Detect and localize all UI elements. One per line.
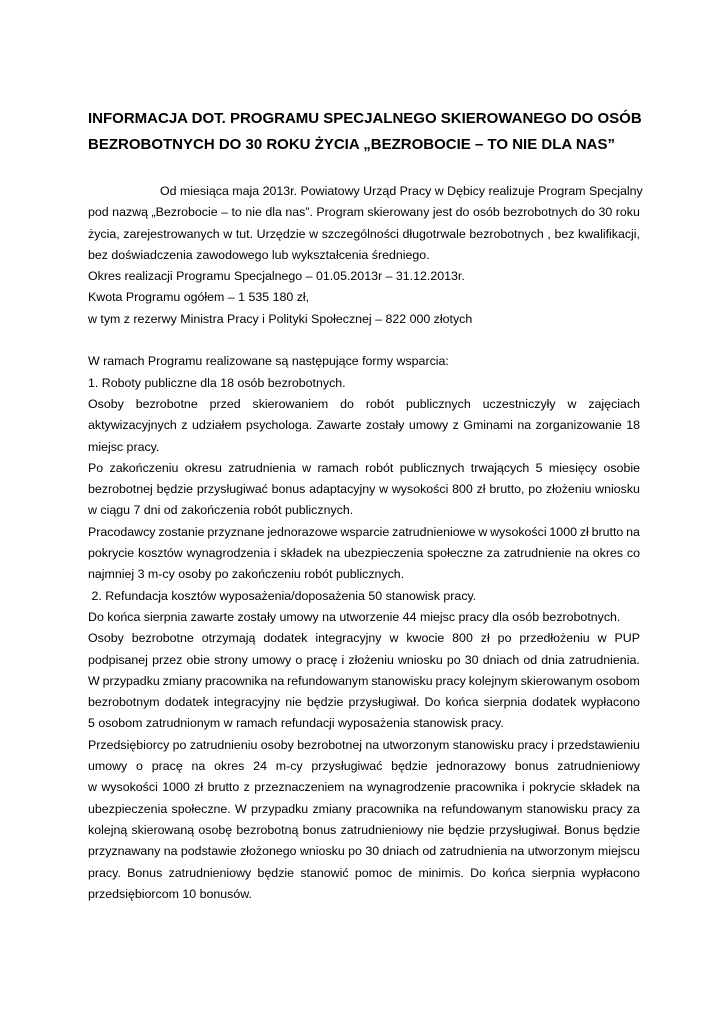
document-body <box>88 181 643 905</box>
body-line: miejsc pracy. <box>88 439 160 454</box>
body-line: 5 osobom zatrudnionym w ramach refundacji wyposażenia stanowisk pracy. <box>88 716 504 731</box>
intro-line: bez doświadczenia zawodowego lub wykształcenia średniego. <box>88 247 430 262</box>
section-heading-refund: 2. Refundacja kosztów wyposażenia/doposażenia 50 stanowisk pracy. <box>88 588 477 603</box>
body-line: Pracodawcy zostanie przyznane jednorazowe wsparcie zatrudnieniowe w wysokości 1000 zł brutto na <box>88 524 640 539</box>
body-line: przyznawany na podstawie złożonego wniosku po 30 dniach od zatrudnienia na utworzonym miejscu <box>88 844 640 859</box>
body-line: Przedsiębiorcy po zatrudnieniu osoby bezrobotnej na utworzonym stanowisku pracy i przedstawieniu <box>88 737 640 752</box>
body-line: bezrobotnym dodatek integracyjny nie będzie przysługiwał. Do końca sierpnia dodatek wypłacono <box>88 695 640 710</box>
intro-line: życia, zarejestrowanych w tut. Urzędzie w szczególności długotrwale bezrobotnych , bez kwalifikacji, <box>88 226 640 241</box>
body-line: bezrobotnej będzie przysługiwać bonus adaptacyjny w wysokości 800 zł brutto, po złożeniu wniosku <box>88 482 640 497</box>
body-line: w wysokości 1000 zł brutto z przeznaczeniem na wynagrodzenie pracownika i pokrycie składek na <box>88 780 640 795</box>
body-line: umowy o pracę na okres 24 m-cy przysługiwać będzie jednorazowy bonus zatrudnieniowy <box>88 759 640 774</box>
body-line: pokrycie kosztów wynagrodzenia i składek na ubezpieczenia społeczne za zatrudnienie na okres co <box>88 546 640 561</box>
program-period: Okres realizacji Programu Specjalnego – 01.05.2013r – 31.12.2013r. <box>88 269 465 284</box>
title-line-1: INFORMACJA DOT. PROGRAMU SPECJALNEGO SKIEROWANEGO DO OSÓB <box>88 110 642 127</box>
body-line: pracy. Bonus zatrudnieniowy będzie stanowić pomoc de minimis. Do końca sierpnia wypłacono <box>88 865 640 880</box>
section-heading-public-works: 1. Roboty publiczne dla 18 osób bezrobotnych. <box>88 375 346 390</box>
body-line: W przypadku zmiany pracownika na refundowanym stanowisku pracy kolejnym skierowanym osobom <box>88 673 640 688</box>
body-line: kolejną skierowaną osobę bezrobotną bonus zatrudnieniowy nie będzie przysługiwał. Bonus będzie <box>88 822 640 837</box>
title-line-2: BEZROBOTNYCH DO 30 ROKU ŻYCIA „BEZROBOCIE – TO NIE DLA NAS” <box>88 136 615 153</box>
body-line: najmniej 3 m-cy osoby po zakończeniu robót publicznych. <box>88 567 405 582</box>
body-line: Osoby bezrobotne otrzymają dodatek integracyjny w kwocie 800 zł po przedłożeniu w PUP <box>88 631 640 646</box>
body-line: Do końca sierpnia zawarte zostały umowy na utworzenie 44 miejsc pracy dla osób bezrobotnych. <box>88 609 621 624</box>
paragraph-gap <box>88 330 640 351</box>
ministry-reserve-amount: w tym z rezerwy Ministra Pracy i Polityki Społecznej – 822 000 złotych <box>88 311 473 326</box>
body-line: ubezpieczenia społeczne. W przypadku zmiany pracownika na refundowanym stanowisku pracy za <box>88 801 640 816</box>
intro-line: pod nazwą „Bezrobocie – to nie dla nas”. Program skierowany jest do osób bezrobotnych do 30 roku <box>88 205 640 220</box>
body-line: Osoby bezrobotne przed skierowaniem do robót publicznych uczestniczyły w zajęciach <box>88 396 640 411</box>
intro-line: Od miesiąca maja 2013r. Powiatowy Urząd Pracy w Dębicy realizuje Program Specjalny <box>160 184 643 198</box>
program-amount: Kwota Programu ogółem – 1 535 180 zł, <box>88 290 310 305</box>
body-line: w ciągu 7 dni od zakończenia robót publicznych. <box>88 503 354 518</box>
body-line: podpisanej przez obie strony umowy o pracę i złożeniu wniosku po 30 dniach od dnia zatrudnienia. <box>88 652 640 667</box>
document-title <box>88 106 648 158</box>
support-intro: W ramach Programu realizowane są następujące formy wsparcia: <box>88 354 449 369</box>
body-line: przedsiębiorcom 10 bonusów. <box>88 886 252 901</box>
body-line: aktywizacyjnych z udziałem psychologa. Zawarte zostały umowy z Gminami na zorganizowanie 18 <box>88 418 640 433</box>
body-line: Po zakończeniu okresu zatrudnienia w ramach robót publicznych trwających 5 miesięcy osobie <box>88 460 640 475</box>
